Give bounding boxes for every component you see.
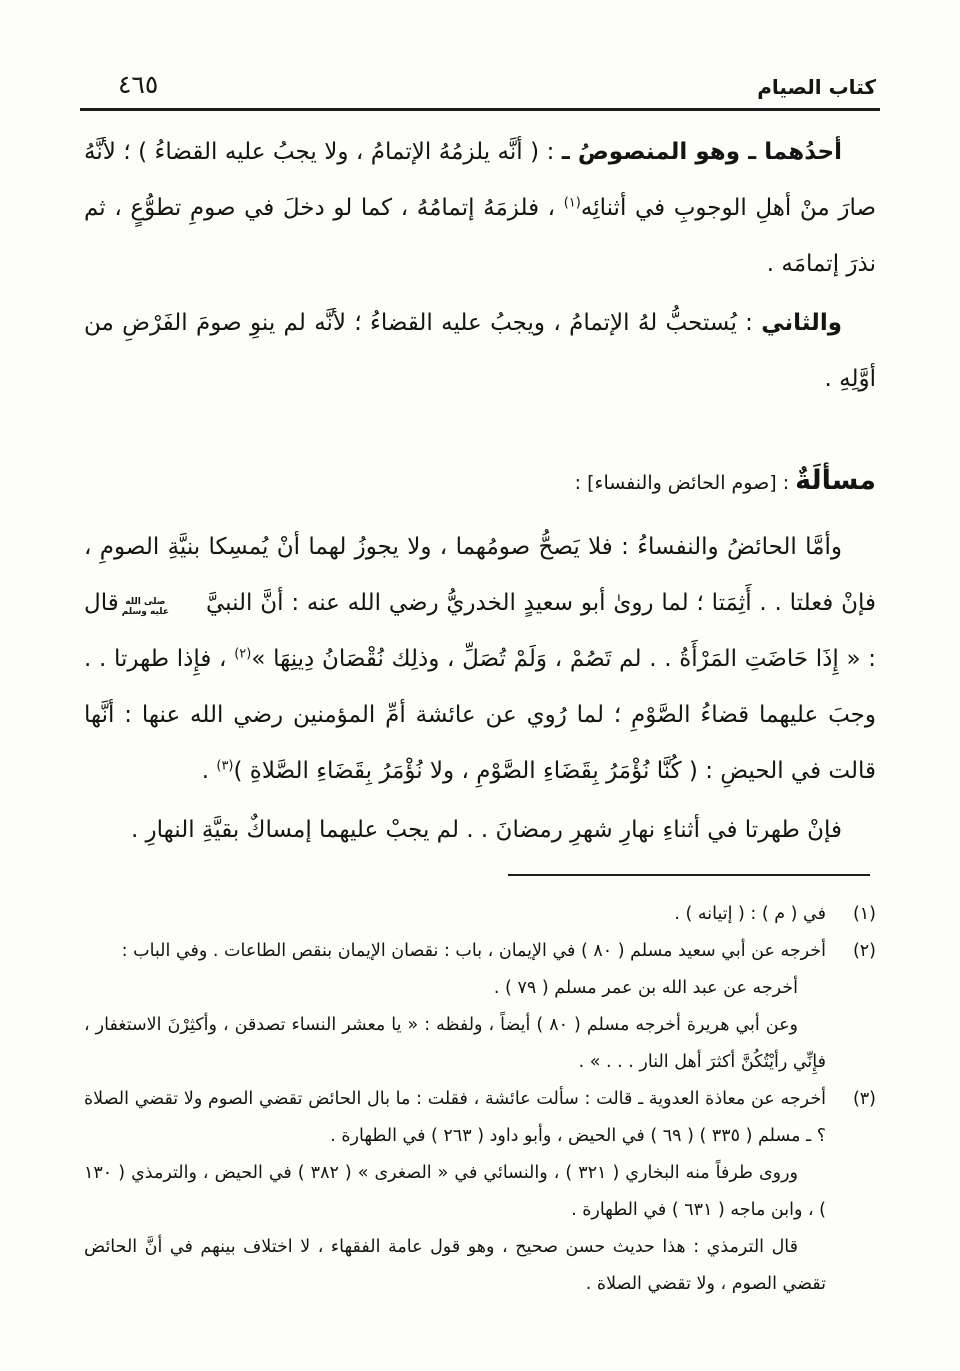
footnote-ref-3: (٣) [216, 758, 234, 774]
footnote-divider [508, 874, 870, 876]
masala-topic: : [صوم الحائض والنفساء] : [574, 472, 796, 494]
footnotes-section [84, 896, 876, 1303]
page-header [84, 0, 876, 99]
paragraph-body: قال : « إِذَا حَاضَتِ المَرْأَةُ . . لم تَصُمْ ، وَلَمْ تُصَلِّ ، وذلِك نُقْصَانُ دِينِهَا » [84, 590, 877, 672]
footnote-paragraph: أخرجه عن معاذة العدوية ـ قالت : سألت عائشة ، فقلت : ما بال الحائض تقضي الصوم ولا تقضي الصلاة ؟ ـ مسلم ( ٣٣٥ ) ( ٦٩ ) في الحيض ، وأبو داود ( ٢٦٣ ) في الطهارة . [84, 1089, 826, 1146]
footnote-1 [84, 896, 876, 933]
footnote-marker: (٣) [852, 1089, 876, 1109]
paragraph-second-opinion [84, 295, 876, 407]
paragraph-first-opinion [84, 124, 876, 292]
book-title: كتاب الصيام [757, 75, 876, 99]
footnote-paragraph: وعن أبي هريرة أخرجه مسلم ( ٨٠ ) أيضاً ، ولفظه : « يا معشر النساء تصدقن ، وأكثِرْنَ الاستغفار ، فإِنِّي رأيْتُكُنَّ أكثرَ أهل النار . . . » . [84, 1015, 826, 1072]
page-number: ٤٦٥ [118, 70, 159, 99]
footnote-paragraph: قال الترمذي : هذا حديث حسن صحيح ، وهو قول عامة الفقهاء ، لا اختلاف بينهم في أنَّ الحائض تقضي الصوم ، ولا تقضي الصلاة . [84, 1237, 826, 1294]
footnote-ref-1: (١) [563, 195, 581, 211]
footnote-3 [84, 1081, 876, 1303]
footnote-paragraph: أخرجه عن أبي سعيد مسلم ( ٨٠ ) في الإيمان ، باب : نقصان الإيمان بنقص الطاعات . وفي الباب : [121, 941, 826, 961]
main-text [84, 124, 876, 858]
header-rule [80, 108, 880, 111]
footnote-ref-2: (٢) [234, 646, 252, 662]
paragraph-body: وأمَّا الحائضُ والنفساءُ : فلا يَصحُّ صومُهما ، ولا يجوزُ لهما أنْ يُمسِكا بنيَّةِ الصومِ ، فإنْ فعلتا . . أَثِمَتا ؛ لما روىٰ أبو سعيدٍ الخدريُّ رضي الله عنه : أنَّ النبيَّ [84, 534, 876, 616]
paragraph-tuhr-ramadan: فإنْ طهرتا في أثناءِ نهارِ شهرِ رمضانَ . . لم يجبْ عليهما إمساكٌ بقيَّةِ النهارِ . [130, 817, 842, 843]
paragraph-haid-nifas [84, 519, 876, 799]
footnote-paragraph: وروى طرفاً منه البخاري ( ٣٢١ ) ، والنسائي في « الصغرى » ( ٣٨٢ ) في الحيض ، والترمذي ( ١٣٠ ) ، وابن ماجه ( ٦٣١ ) في الطهارة . [84, 1163, 826, 1220]
pbuh-honorific [122, 597, 203, 617]
paragraph-body: ، فلزمَهُ إتمامُهُ ، كما لو دخلَ في صومِ تطوُّعٍ ، ثم نذرَ إتمامَه . [84, 195, 876, 277]
masala-word: مسألَةٌ [795, 465, 876, 496]
footnote-paragraph: أخرجه عن عبد الله بن عمر مسلم ( ٧٩ ) . [493, 978, 798, 998]
paragraph-body: . [201, 758, 217, 784]
footnote-2 [84, 933, 876, 1081]
footnote-marker: (٢) [852, 941, 876, 961]
pbuh-line: صلى الله [125, 597, 166, 607]
paragraph-body: : يُستحبُّ لهُ الإتمامُ ، ويجبُ عليه القضاءُ ؛ لأنَّه لم ينوِ صومَ الفَرْضِ من أوَّلِهِ . [84, 310, 876, 392]
paragraph-body: ، فإِذا طهرتا . . وجبَ عليهما قضاءُ الصَّوْمِ ؛ لما رُوي عن عائشة أمِّ المؤمنين رضي الله عنها : أنَّها قالت في الحيضِ : ( كُنَّا نُؤْمَرُ بِقَضَاءِ الصَّوْمِ ، ولا نُؤْمَرُ بِقَضَاءِ الصَّلاةِ ) [84, 646, 876, 784]
paragraph-lead: أحدُهما ـ وهو المنصوصُ ـ [561, 139, 842, 165]
paragraph-body: : ( أنَّه يلزمُهُ الإتمامُ ، ولا يجبُ عليه القضاءُ ) ؛ لأنَّهُ صارَ منْ أهلِ الوجوبِ في أثنائِه [84, 139, 876, 221]
paragraph-lead: والثاني [761, 310, 842, 336]
footnote-marker: (١) [852, 904, 876, 924]
masala-heading [84, 453, 876, 511]
pbuh-line: عليه وسلم [121, 607, 169, 617]
footnote-paragraph: في ( م ) : ( إتيانه ) . [674, 904, 826, 924]
